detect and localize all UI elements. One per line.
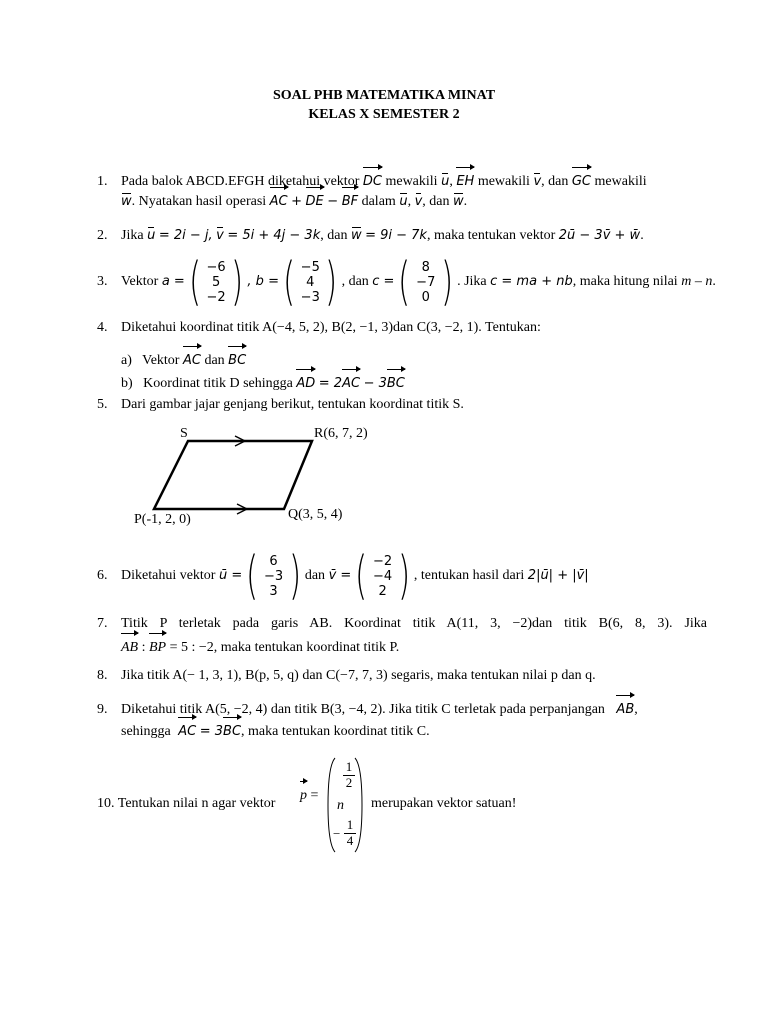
question-number: 5. [97, 397, 108, 412]
question-number: 7. [97, 616, 108, 631]
question-7: 7. Titik P terletak pada garis AB. Koordinat titik A(11, 3, −2)dan titik B(6, 8, 3). Jika AB : BP = 5 : −2, maka tentukan koordinat titik P. [97, 616, 707, 655]
question-6: 6. Diketahui vektor ū = ( 6 −3 3 ) dan v̄ = ( −2 −4 2 ) , tentukan hasil dari 2|ū| + |v̄| [97, 546, 589, 606]
question-2: 2. Jika u = 2i − j, v = 5i + 4j − 3k, dan w = 9i − 7k, maka tentukan vektor 2ū − 3v̄ + w̄. [97, 226, 707, 246]
question-number: 10. [97, 796, 115, 811]
vector-gc: GC [572, 172, 591, 192]
question-number: 4. [97, 320, 108, 335]
label-s: S [180, 426, 188, 441]
vector-p: p = [300, 786, 318, 806]
vector-bf: BF [342, 192, 358, 212]
vector-eh: EH [456, 172, 474, 192]
label-q: Q(3, 5, 4) [288, 507, 343, 522]
vector-a-column: ( −6 5 −2 ) [188, 252, 244, 312]
question-number: 9. [97, 702, 108, 717]
vector-u-column: ( 6 −3 3 ) [246, 546, 301, 606]
question-9: 9. Diketahui titik A(5, −2, 4) dan titik B(3, −4, 2). Jika titik C terletak pada perpanjangan AB, sehingga AC = 3 BC, maka tentukan koordinat titik C. [97, 700, 707, 742]
question-number: 2. [97, 228, 108, 243]
question-number: 6. [97, 568, 108, 583]
question-4b: b) Koordinat titik D sehingga AD = 2 AC − 3 BC [121, 374, 405, 394]
vector-b-column: ( −5 4 −3 ) [283, 252, 338, 312]
question-4: 4. Diketahui koordinat titik A(−4, 5, 2), B(2, −1, 3)dan C(3, −2, 1). Tentukan: [97, 318, 707, 338]
vector-c-column: ( 8 −7 0 ) [398, 252, 454, 312]
question-8: 8. Jika titik A(− 1, 3, 1), B(p, 5, q) dan C(−7, 7, 3) segaris, maka tentukan nilai p dan q. [97, 666, 707, 686]
question-3: 3. Vektor a = ( −6 5 −2 ) , b = ( −5 4 −3 ) , dan c = ( 8 −7 0 ) . Jika c = ma + nb , maka hitung nilai m – n . [97, 252, 716, 312]
vector-de: DE [306, 192, 324, 212]
vector-p-entries: 1 2 [334, 760, 364, 790]
vector-v-column: ( −2 −4 2 ) [355, 546, 410, 606]
question-number: 8. [97, 668, 108, 683]
question-1: 1. Pada balok ABCD.EFGH diketahui vektor DC mewakili u, EH mewakili v, dan GC mewakili w. Nyatakan hasil operasi AC + DE − BF dalam u, v, dan w. [97, 172, 707, 212]
page-subtitle: KELAS X SEMESTER 2 [308, 107, 460, 122]
question-4a: a) Vektor AC dan BC [121, 351, 246, 371]
question-5: 5. Dari gambar jajar genjang berikut, tentukan koordinat titik S. [97, 395, 707, 415]
parallelogram-shape [154, 441, 312, 509]
question-number: 1. [97, 174, 108, 189]
label-r: R(6, 7, 2) [314, 426, 368, 441]
vector-dc: DC [363, 172, 382, 192]
vector-ac: AC [270, 192, 288, 212]
question-number: 3. [97, 274, 108, 289]
label-p: P(-1, 2, 0) [134, 512, 191, 527]
page-title: SOAL PHB MATEMATIKA MINAT [272, 88, 496, 103]
